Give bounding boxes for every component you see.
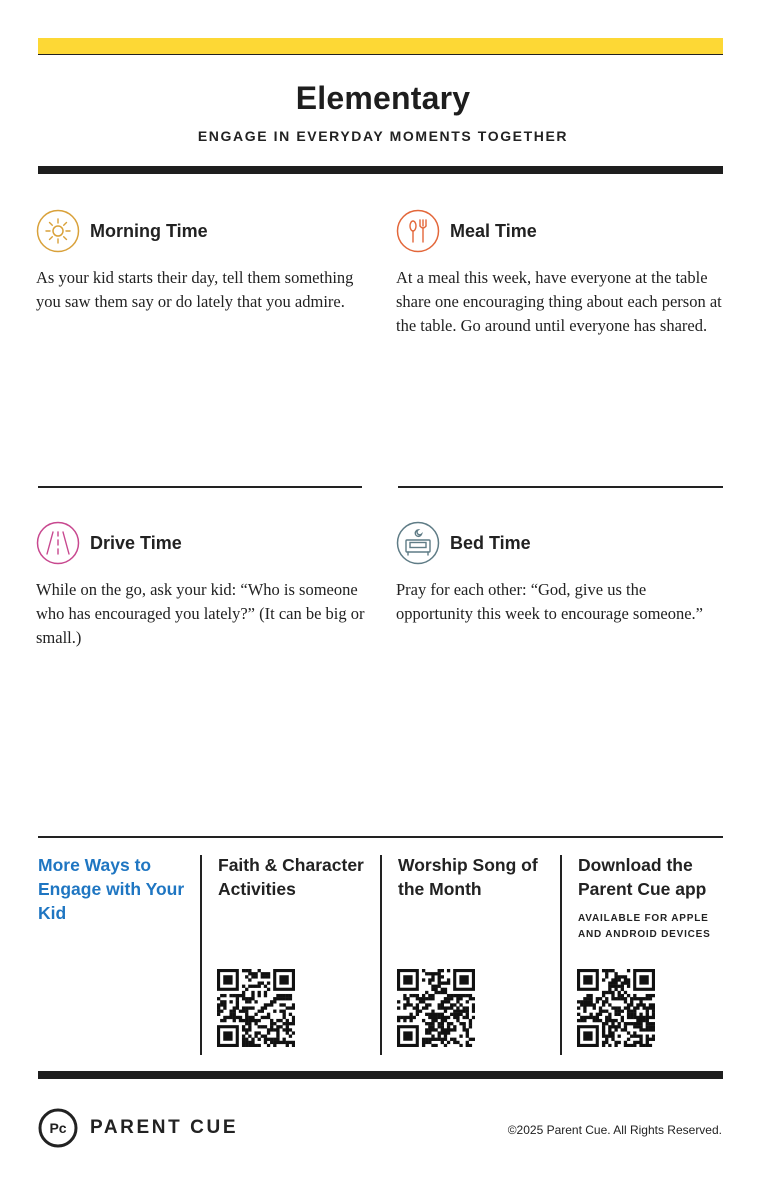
qr-code-icon[interactable]: [217, 969, 295, 1047]
download-app-column: [578, 853, 728, 943]
column-title: Worship Song of the Month: [398, 855, 538, 899]
footer-top-divider: [38, 836, 723, 838]
more-ways-text: More Ways to Engage with Your Kid: [38, 855, 185, 923]
column-divider: [200, 855, 202, 1055]
card-title: Drive Time: [90, 532, 182, 553]
copyright-notice: ©2025 Parent Cue. All Rights Reserved.: [507, 1123, 722, 1137]
road-icon: [36, 521, 80, 565]
column-divider: [560, 855, 562, 1055]
qr-code-icon[interactable]: [397, 969, 475, 1047]
sun-icon: [36, 209, 80, 253]
card-title: Morning Time: [90, 220, 208, 241]
card-meal-time: [396, 208, 726, 338]
footer-bottom-divider: [38, 1071, 723, 1079]
logo-mark-text: Pc: [49, 1120, 67, 1136]
header-divider: [38, 166, 723, 174]
platform-note: AVAILABLE FOR APPLE AND ANDROID DEVICES: [578, 913, 711, 940]
faith-activities-column: [218, 853, 368, 901]
column-title: Download the Parent Cue app: [578, 855, 707, 899]
page-subtitle: ENGAGE IN EVERYDAY MOMENTS TOGETHER: [197, 128, 569, 144]
parent-cue-mark-icon: [38, 1108, 78, 1148]
page-title: Elementary: [295, 80, 471, 116]
card-text: At a meal this week, have everyone at the table share one encouraging thing about each person at the table. Go around until everyone has shared.: [396, 268, 722, 335]
card-text: While on the go, ask your kid: “Who is someone who has encouraged you lately?” (It can be big or small.): [36, 580, 365, 647]
utensils-icon: [396, 209, 440, 253]
top-accent-bar: [38, 38, 723, 55]
section-divider-right: [398, 486, 723, 488]
parent-cue-logo: [38, 1108, 238, 1148]
brand-name: PARENT CUE: [90, 1117, 239, 1138]
column-title: Faith & Character Activities: [218, 855, 364, 899]
section-divider-left: [38, 486, 362, 488]
worship-song-column: [398, 853, 548, 901]
qr-code-icon[interactable]: [577, 969, 655, 1047]
card-text: As your kid starts their day, tell them something you saw them say or do lately that you admire.: [36, 268, 354, 311]
card-bed-time: [396, 520, 726, 626]
column-divider: [380, 855, 382, 1055]
card-morning-time: [36, 208, 366, 314]
card-text: Pray for each other: “God, give us the opportunity this week to encourage someone.”: [396, 580, 703, 623]
card-title: Bed Time: [450, 532, 531, 553]
bed-icon: [396, 521, 440, 565]
card-title: Meal Time: [450, 220, 537, 241]
more-ways-heading: [38, 853, 188, 925]
card-drive-time: [36, 520, 366, 650]
